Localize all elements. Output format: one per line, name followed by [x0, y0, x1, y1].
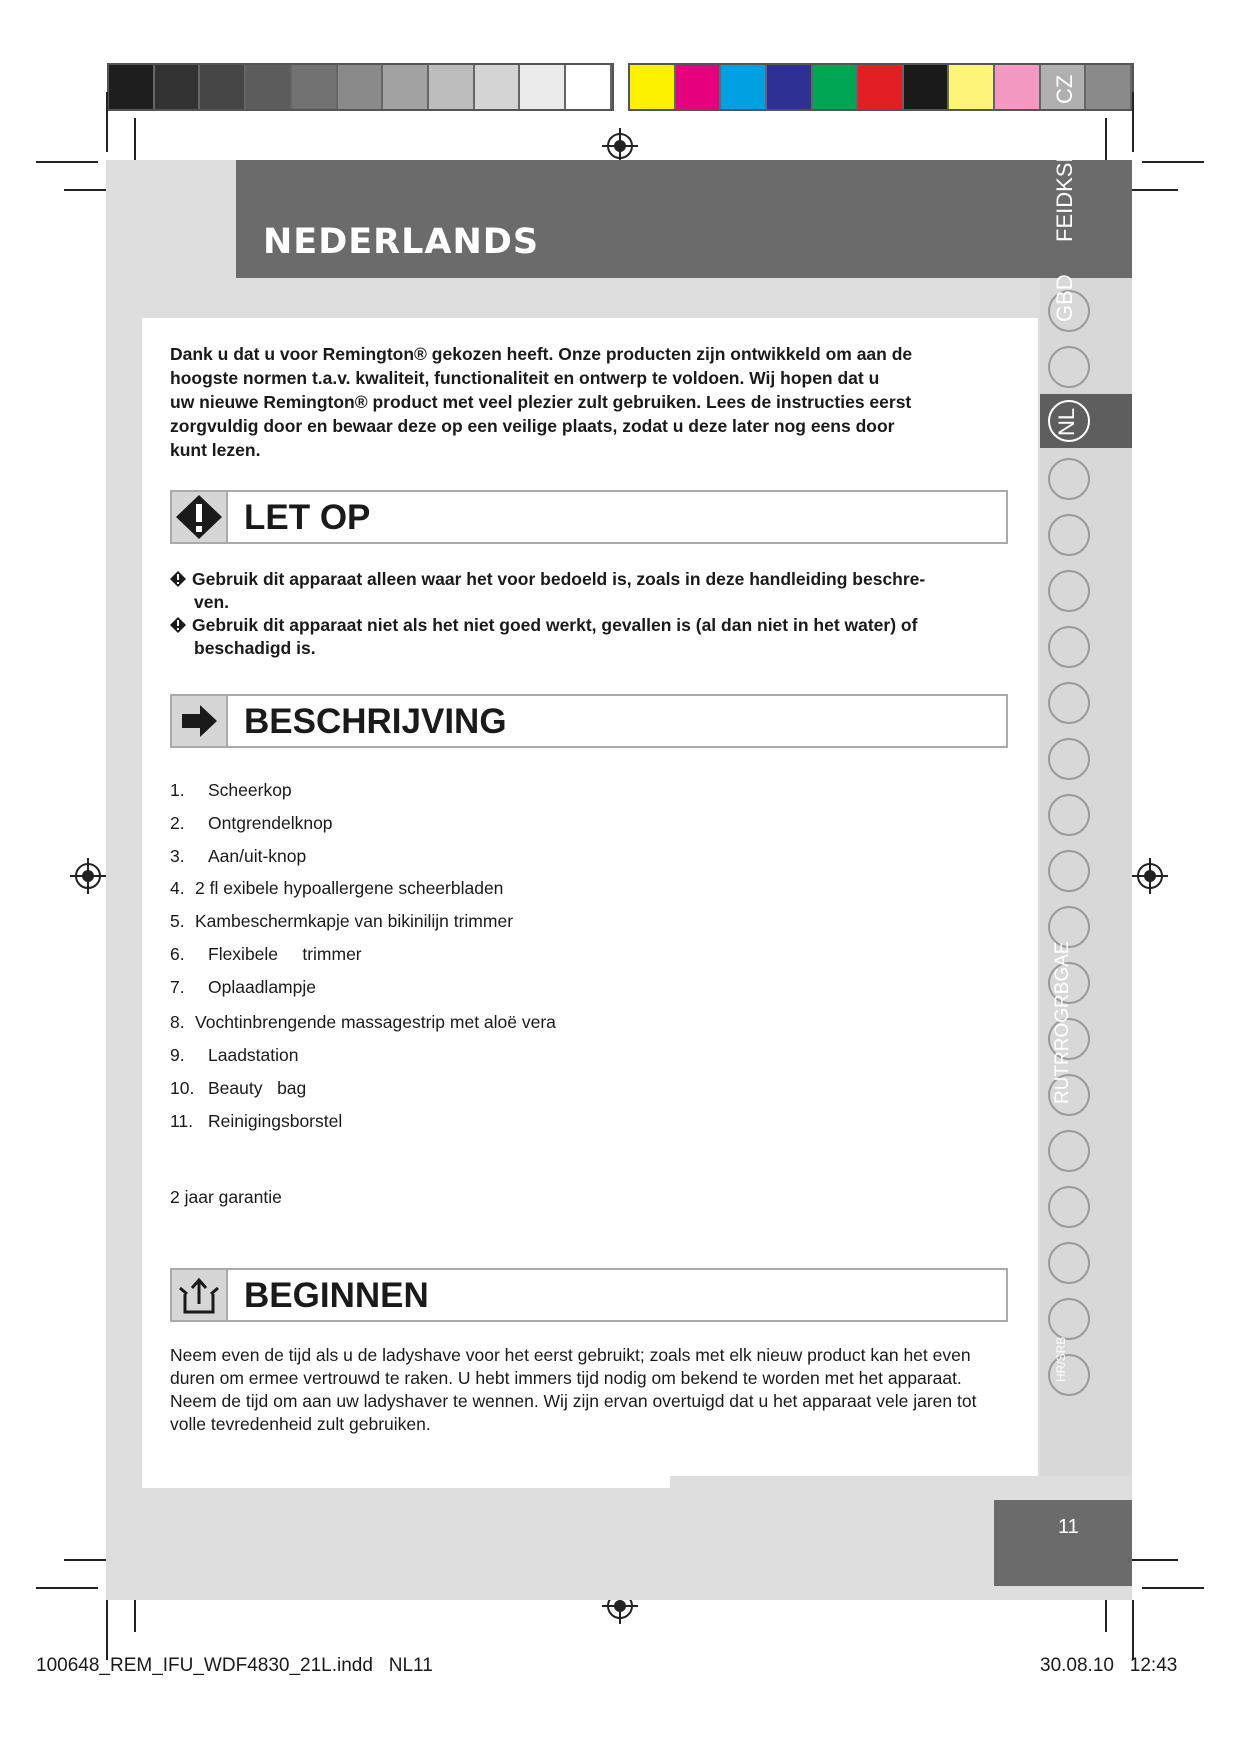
color-swatch	[949, 65, 995, 109]
list-text: Ontgrendelknop	[208, 813, 333, 833]
crop-mark	[1132, 1600, 1134, 1660]
intro-line: Dank u dat u voor Remington® gekozen heeft. Onze producten zijn ontwikkeld om aan de	[170, 344, 913, 364]
color-swatch	[676, 65, 722, 109]
list-text: Kambeschermkapje van bikinilijn trimmer	[195, 911, 514, 931]
intro-line: uw nieuwe Remington® product met veel plezier zult gebruiken. Lees de instructies eerst	[170, 392, 912, 412]
warning-text: Gebruik dit apparaat niet als het niet goed werkt, gevallen is (al dan niet in het water) of	[192, 615, 918, 635]
list-number: 3.	[170, 846, 185, 866]
crop-mark	[1128, 189, 1178, 191]
language-tab-circle	[1048, 1130, 1090, 1172]
list-number: 11.	[170, 1111, 194, 1131]
warning-bullet-icon	[170, 617, 186, 633]
list-text: Flexibele trimmer	[208, 944, 362, 964]
tab-label-fei-dk-se[interactable]: FEIDKSE	[1052, 147, 1077, 242]
arrow-right-icon	[172, 696, 228, 746]
list-number: 9.	[170, 1045, 185, 1065]
language-tab-circle	[1048, 1298, 1090, 1340]
list-text: Beauty bag	[208, 1078, 307, 1098]
crop-mark	[1128, 1559, 1178, 1561]
list-text: 2 fl exibele hypoallergene scheerbladen	[195, 878, 504, 898]
tab-label-hr-srb[interactable]: HR/SRB	[1054, 1336, 1068, 1382]
list-number: 7.	[170, 977, 185, 997]
registration-mark-icon	[1130, 856, 1170, 896]
color-swatch	[475, 65, 521, 109]
list-text: Laadstation	[208, 1045, 299, 1065]
list-item	[170, 1012, 556, 1033]
warranty-text: 2 jaar garantie	[170, 1187, 282, 1207]
language-tab-circle	[1048, 1242, 1090, 1284]
crop-mark	[1142, 161, 1204, 163]
tab-label-cz[interactable]: CZ	[1052, 74, 1077, 104]
list-number: 4.	[170, 878, 185, 898]
color-swatch	[429, 65, 475, 109]
section-title: BESCHRIJVING	[244, 702, 507, 741]
color-swatch	[995, 65, 1041, 109]
color-swatch	[200, 65, 246, 109]
list-number: 2.	[170, 813, 185, 833]
section-header-let-op	[170, 490, 1008, 544]
language-tab-circle	[1048, 514, 1090, 556]
section-header-beschrijving	[170, 694, 1008, 748]
page-title: NEDERLANDS	[263, 222, 540, 262]
tab-label-gb-d[interactable]: GBD	[1052, 274, 1077, 322]
language-tab-circle	[1048, 626, 1090, 668]
list-item	[170, 1078, 306, 1099]
list-item	[170, 1111, 342, 1132]
page-number-box	[994, 1500, 1132, 1586]
color-swatch	[520, 65, 566, 109]
list-text: Scheerkop	[208, 780, 292, 800]
paragraph-line: Neem de tijd om aan uw ladyshaver te wennen. Wij zijn ervan overtuigd dat u het apparaat vele jaren tot	[170, 1391, 977, 1411]
intro-paragraph	[170, 342, 1000, 462]
list-item	[170, 1045, 299, 1066]
language-tab-circle	[1048, 794, 1090, 836]
list-item	[170, 878, 503, 899]
warning-bullet-icon	[170, 571, 186, 587]
intro-line: kunt lezen.	[170, 440, 261, 460]
color-swatch	[767, 65, 813, 109]
tab-label-ru-tr-ro-gr-bg-ae[interactable]: RUTRROGRBGAE	[1052, 941, 1073, 1104]
language-tab-circle	[1048, 682, 1090, 724]
section-title: BEGINNEN	[244, 1276, 429, 1315]
color-swatch	[904, 65, 950, 109]
list-item	[170, 944, 362, 965]
list-item	[170, 780, 292, 801]
warning-text: beschadigd is.	[194, 638, 316, 658]
language-tab-circle	[1048, 458, 1090, 500]
color-swatch	[858, 65, 904, 109]
list-number: 6.	[170, 944, 185, 964]
list-item	[170, 813, 333, 834]
list-text: Oplaadlampje	[208, 977, 316, 997]
crop-mark	[36, 1587, 98, 1589]
color-swatch	[292, 65, 338, 109]
footer-file-info: 100648_REM_IFU_WDF4830_21L.indd NL11	[36, 1655, 433, 1676]
section-title: LET OP	[244, 498, 371, 537]
crop-mark	[106, 1600, 108, 1660]
list-text: Aan/uit-knop	[208, 846, 307, 866]
list-number: 1.	[170, 780, 185, 800]
list-item	[170, 846, 306, 867]
paragraph-line: volle tevredenheid zult gebruiken.	[170, 1414, 431, 1434]
warning-text: ven.	[194, 592, 230, 612]
crop-mark	[36, 161, 98, 163]
warning-text: Gebruik dit apparaat alleen waar het voor bedoeld is, zoals in deze handleiding beschre-	[192, 569, 926, 589]
grey-color-bar	[107, 63, 614, 111]
language-tab-circle	[1048, 850, 1090, 892]
warning-item	[170, 614, 1010, 660]
section-header-beginnen	[170, 1268, 1008, 1322]
color-swatch	[109, 65, 155, 109]
color-swatch	[246, 65, 292, 109]
list-number: 5.	[170, 911, 185, 931]
crop-mark	[1132, 92, 1134, 152]
list-text: Reinigingsborstel	[208, 1111, 343, 1131]
color-swatch	[383, 65, 429, 109]
list-item	[170, 911, 513, 932]
color-swatch	[338, 65, 384, 109]
crop-mark	[1142, 1587, 1204, 1589]
crop-mark	[106, 92, 108, 152]
paragraph-line: duren om ermee vertrouwd te raken. U hebt immers tijd nodig om bekend te worden met het apparaat.	[170, 1368, 962, 1388]
list-text: Vochtinbrengende massagestrip met aloë vera	[195, 1012, 556, 1032]
list-item	[170, 977, 316, 998]
color-swatch	[155, 65, 201, 109]
color-swatch	[721, 65, 767, 109]
list-number: 10.	[170, 1078, 195, 1098]
color-swatch	[813, 65, 859, 109]
color-swatch	[566, 65, 612, 109]
color-swatch	[1086, 65, 1132, 109]
warning-item	[170, 568, 1010, 614]
language-tab-circle	[1048, 738, 1090, 780]
tab-label-sk[interactable]: SK	[1052, 120, 1077, 150]
color-swatch	[630, 65, 676, 109]
page-number: 11	[1058, 1516, 1079, 1538]
language-tab-circle	[1048, 346, 1090, 388]
registration-mark-icon	[68, 856, 108, 896]
intro-line: zorgvuldig door en bewaar deze op een veilige plaats, zodat u deze later nog eens door	[170, 416, 895, 436]
unbox-icon	[172, 1270, 228, 1320]
tab-label-nl[interactable]: NL	[1054, 407, 1079, 436]
footer-date: 30.08.10 12:43	[1040, 1655, 1178, 1676]
intro-line: hoogste normen t.a.v. kwaliteit, functionaliteit en ontwerp te voldoen. Wij hopen dat u	[170, 368, 880, 388]
beginnen-paragraph	[170, 1344, 1010, 1436]
warning-icon	[172, 492, 228, 542]
language-tab-circle	[1048, 570, 1090, 612]
language-tab-circle	[1048, 1186, 1090, 1228]
paragraph-line: Neem even de tijd als u de ladyshave voor het eerst gebruikt; zoals met elk nieuw product kan het even	[170, 1345, 971, 1365]
list-number: 8.	[170, 1012, 185, 1032]
